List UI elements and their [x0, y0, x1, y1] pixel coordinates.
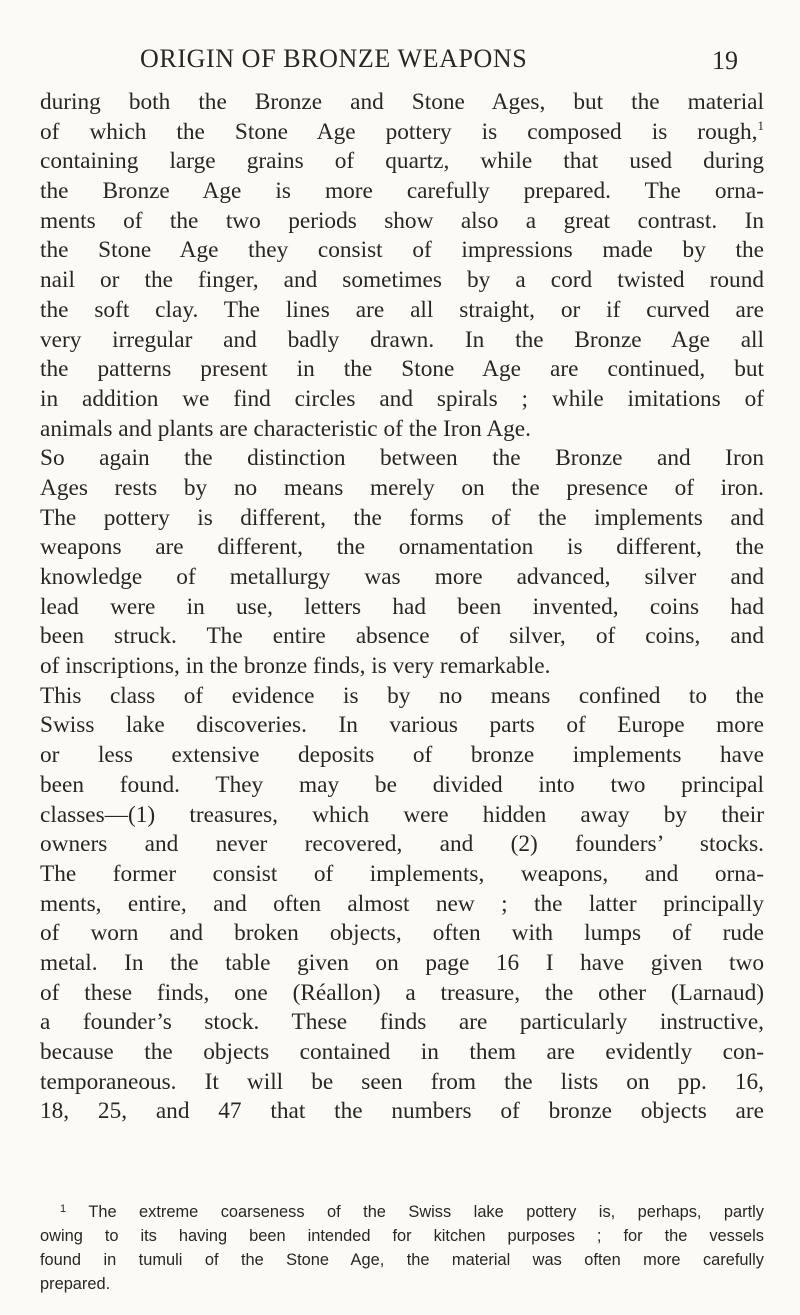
page-header — [0, 40, 800, 84]
text-line: of inscriptions, in the bronze finds, is very remarkable. — [40, 653, 551, 680]
text-line: The former consist of implements, weapons, and orna- — [40, 860, 764, 887]
text-line: Ages rests by no means merely on the presence of iron. — [40, 474, 764, 501]
text-line: animals and plants are characteristic of the Iron Age. — [40, 415, 531, 442]
page-number: 19 — [712, 46, 738, 75]
text-line: the Bronze Age is more carefully prepared. The orna- — [40, 178, 764, 205]
text-line: the soft clay. The lines are all straight, or if curved are — [40, 296, 764, 323]
footnote-marker: 1 — [60, 1203, 67, 1215]
text-line: ments of the two periods show also a great contrast. In — [40, 207, 764, 234]
text-line: The pottery is different, the forms of the implements and — [40, 504, 764, 531]
footnote — [40, 1200, 764, 1296]
running-head: ORIGIN OF BRONZE WEAPONS — [140, 44, 528, 73]
text-line: been struck. The entire absence of silver, of coins, and — [40, 623, 764, 650]
text-line: classes—(1) treasures, which were hidden away by their — [40, 801, 764, 828]
footnote-line: owing to its having been intended for kitchen purposes ; for the vessels — [40, 1227, 764, 1245]
text-line: 18, 25, and 47 that the numbers of bronze objects are — [40, 1098, 764, 1125]
text-line: been found. They may be divided into two principal — [40, 771, 764, 798]
footnote-reference: 1 — [757, 117, 764, 133]
text-line: because the objects contained in them are evidently con- — [40, 1039, 764, 1065]
footnote-line: $^1$ The extreme coarseness of the Swiss lake pottery is, perhaps, partly — [60, 1203, 764, 1221]
text-line: weapons are different, the ornamentation is different, the — [40, 534, 764, 561]
text-line: temporaneous. It will be seen from the lists on pp. 16, — [40, 1068, 764, 1095]
text-line: or less extensive deposits of bronze implements have — [40, 742, 764, 769]
text-line: of worn and broken objects, often with lumps of rude — [40, 920, 764, 947]
text-line: This class of evidence is by no means confined to the — [40, 682, 764, 709]
text-line: owners and never recovered, and (2) founders’ stocks. — [40, 831, 764, 858]
footnote-line: found in tumuli of the Stone Age, the material was often more carefully — [40, 1251, 764, 1269]
text-line: of which the Stone Age pottery is composed is rough,$^1$ — [40, 117, 764, 145]
text-line: knowledge of metallurgy was more advanced, silver and — [40, 564, 764, 590]
text-line: during both the Bronze and Stone Ages, but the material — [40, 89, 764, 115]
text-line: of these finds, one (Réallon) a treasure, the other (Larnaud) — [40, 979, 764, 1006]
text-line: So again the distinction between the Bronze and Iron — [40, 445, 764, 472]
text-line: metal. In the table given on page 16 I have given two — [40, 949, 764, 976]
text-line: the Stone Age they consist of impressions made by the — [40, 237, 764, 264]
text-line: ments, entire, and often almost new ; the latter principally — [40, 890, 764, 917]
text-line: the patterns present in the Stone Age are continued, but — [40, 356, 764, 383]
body-text — [40, 88, 764, 1127]
text-line: Swiss lake discoveries. In various parts of Europe more — [40, 712, 764, 739]
text-line: very irregular and badly drawn. In the Bronze Age all — [40, 326, 764, 353]
footnote-line: prepared. — [40, 1275, 111, 1293]
text-line: containing large grains of quartz, while that used during — [40, 148, 764, 175]
text-line: lead were in use, letters had been invented, coins had — [40, 593, 764, 620]
text-line: nail or the finger, and sometimes by a cord twisted round — [40, 267, 764, 294]
text-line: a founder’s stock. These finds are particularly instructive, — [40, 1009, 764, 1036]
text-line: in addition we find circles and spirals ; while imitations of — [40, 385, 764, 412]
